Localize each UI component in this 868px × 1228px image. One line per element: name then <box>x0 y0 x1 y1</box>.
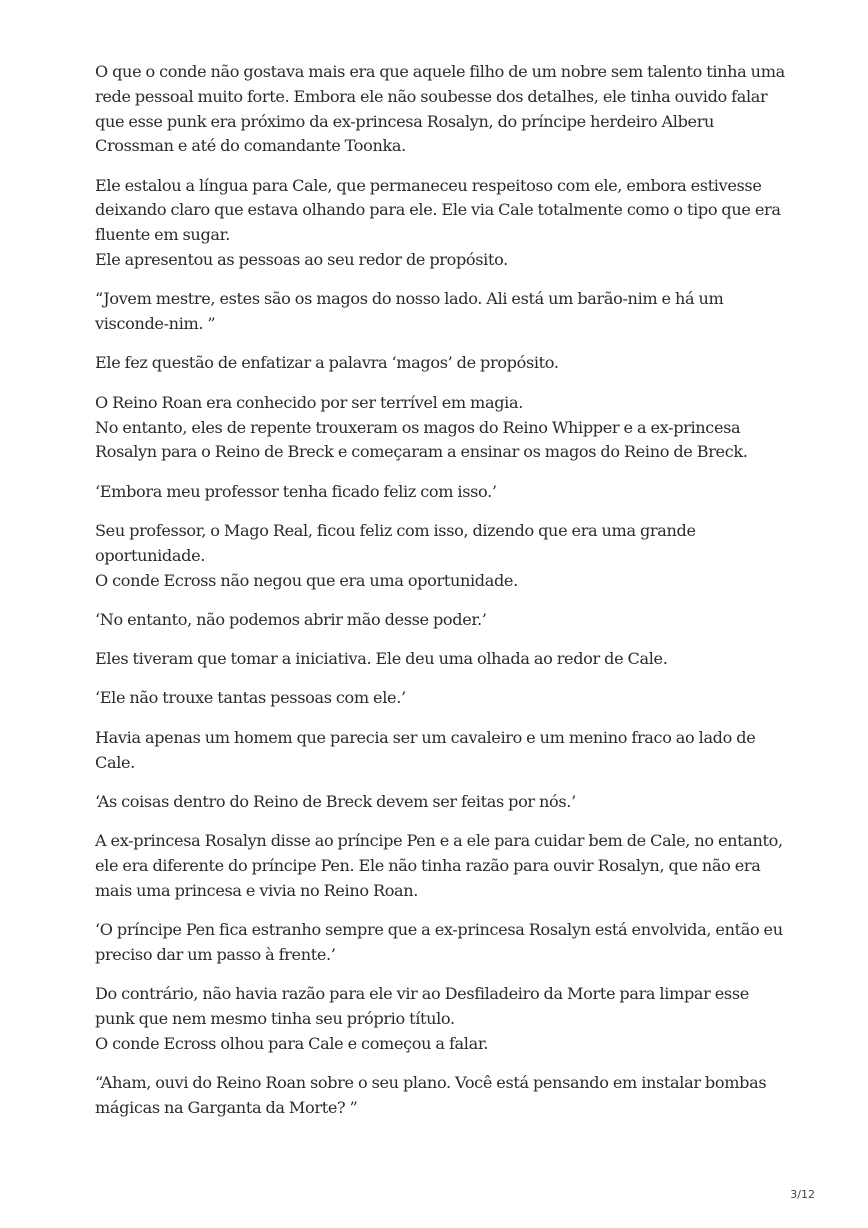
text-line: No entanto, eles de repente trouxeram os magos do Reino Whipper e a ex-princesa <box>95 417 741 437</box>
text-line: preciso dar um passo à frente.’ <box>95 944 336 964</box>
paragraph <box>95 726 795 776</box>
paragraph <box>95 351 795 376</box>
text-line: que esse punk era próximo da ex-princesa Rosalyn, do príncipe herdeiro Alberu <box>95 111 715 131</box>
text-line: Cale. <box>95 752 135 772</box>
body-text <box>95 60 795 1121</box>
text-line: rede pessoal muito forte. Embora ele não soubesse dos detalhes, ele tinha ouvido falar <box>95 86 768 106</box>
text-line: Havia apenas um homem que parecia ser um cavaleiro e um menino fraco ao lado de <box>95 727 756 747</box>
text-line: O conde Ecross olhou para Cale e começou a falar. <box>95 1033 489 1053</box>
text-line: A ex-princesa Rosalyn disse ao príncipe Pen e a ele para cuidar bem de Cale, no entanto, <box>95 831 783 851</box>
text-line: Do contrário, não havia razão para ele vir ao Desfiladeiro da Morte para limpar esse <box>95 984 749 1004</box>
paragraph <box>95 391 795 465</box>
text-line: punk que nem mesmo tinha seu próprio título. <box>95 1008 455 1028</box>
paragraph <box>95 829 795 903</box>
text-line: O conde Ecross não negou que era uma oportunidade. <box>95 570 518 590</box>
text-line: Seu professor, o Mago Real, ficou feliz com isso, dizendo que era uma grande <box>95 520 696 540</box>
paragraph <box>95 1071 795 1121</box>
paragraph <box>95 480 795 505</box>
paragraph <box>95 982 795 1056</box>
text-line: ‘As coisas dentro do Reino de Breck devem ser feitas por nós.’ <box>95 791 576 811</box>
text-line: “Aham, ouvi do Reino Roan sobre o seu plano. Você está pensando em instalar bombas <box>95 1073 767 1092</box>
paragraph <box>95 686 795 711</box>
text-line: ‘O príncipe Pen fica estranho sempre que a ex-princesa Rosalyn está envolvida, então eu <box>95 920 783 940</box>
paragraph <box>95 790 795 815</box>
text-line: mágicas na Garganta da Morte? ” <box>95 1097 358 1117</box>
text-line: Eles tiveram que tomar a iniciativa. Ele deu uma olhada ao redor de Cale. <box>95 649 668 669</box>
page-number: 3/12 <box>790 1188 815 1201</box>
paragraph <box>95 287 795 337</box>
text-line: Rosalyn para o Reino de Breck e começaram a ensinar os magos do Reino de Breck. <box>95 442 748 462</box>
text-line: oportunidade. <box>95 545 206 565</box>
text-line: ‘Embora meu professor tenha ficado feliz com isso.’ <box>95 481 497 501</box>
text-line: Ele estalou a língua para Cale, que permaneceu respeitoso com ele, embora estivesse <box>95 175 762 195</box>
text-line: visconde-nim. ” <box>95 314 216 334</box>
text-line: “Jovem mestre, estes são os magos do nosso lado. Ali está um barão-nim e há um <box>95 289 724 309</box>
text-line: ‘No entanto, não podemos abrir mão desse poder.’ <box>95 609 487 629</box>
text-line: ‘Ele não trouxe tantas pessoas com ele.’ <box>95 688 406 708</box>
text-line: Ele fez questão de enfatizar a palavra ‘magos’ de propósito. <box>95 353 559 373</box>
text-line: mais uma princesa e vivia no Reino Roan. <box>95 880 419 900</box>
text-line: deixando claro que estava olhando para ele. Ele via Cale totalmente como o tipo que era <box>95 200 781 220</box>
paragraph <box>95 60 795 159</box>
paragraph <box>95 174 795 273</box>
paragraph <box>95 519 795 593</box>
text-line: ele era diferente do príncipe Pen. Ele não tinha razão para ouvir Rosalyn, que não era <box>95 855 761 875</box>
paragraph <box>95 608 795 633</box>
document-page <box>95 60 795 1135</box>
text-line: O que o conde não gostava mais era que aquele filho de um nobre sem talento tinha uma <box>95 62 785 81</box>
text-line: Crossman e até do comandante Toonka. <box>95 136 406 156</box>
text-line: O Reino Roan era conhecido por ser terrível em magia. <box>95 392 523 412</box>
text-line: fluente em sugar. <box>95 225 230 245</box>
paragraph <box>95 918 795 968</box>
paragraph <box>95 647 795 672</box>
text-line: Ele apresentou as pessoas ao seu redor de propósito. <box>95 250 508 270</box>
